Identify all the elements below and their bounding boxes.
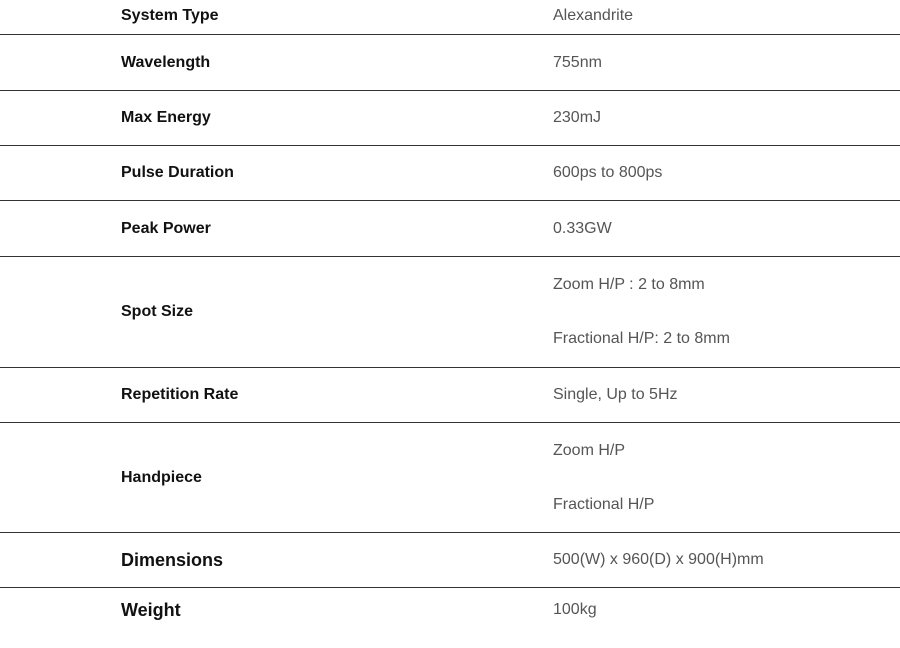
spec-value-line: Zoom H/P [553, 441, 626, 459]
spec-label: System Type [121, 6, 219, 24]
spec-value-line: Fractional H/P: 2 to 8mm [553, 330, 730, 347]
spec-value-line: Alexandrite [553, 6, 634, 24]
spec-value [432, 54, 900, 72]
spec-row-wavelength [0, 35, 900, 91]
spec-label: Repetition Rate [121, 386, 239, 403]
spec-label: Handpiece [121, 468, 202, 486]
spec-row-handpiece [0, 423, 900, 533]
spec-label: Max Energy [121, 109, 211, 126]
spec-label: Weight [121, 599, 181, 620]
spec-value-line: 500(W) x 960(D) x 900(H)mm [553, 551, 764, 568]
spec-row-dimensions [0, 533, 900, 588]
spec-row-weight [0, 588, 900, 632]
spec-value-line: 0.33GW [553, 219, 612, 237]
spec-row-max-energy [0, 91, 900, 146]
spec-value-line: 230mJ [553, 109, 602, 126]
spec-value-line: Single, Up to 5Hz [553, 386, 678, 403]
spec-value [432, 220, 900, 238]
spec-value-line: 600ps to 800ps [553, 164, 663, 181]
spec-row-peak-power [0, 201, 900, 257]
spec-value-line: 100kg [553, 601, 597, 618]
spec-value [432, 7, 900, 25]
spec-label: Peak Power [121, 219, 211, 237]
spec-label: Spot Size [121, 303, 194, 320]
spec-value-line: 755nm [553, 53, 602, 71]
spec-value [432, 386, 900, 404]
spec-row-spot-size [0, 257, 900, 368]
spec-label: Wavelength [121, 53, 211, 71]
spec-row-repetition-rate [0, 368, 900, 423]
spec-label: Pulse Duration [121, 164, 234, 181]
spec-value [432, 551, 900, 569]
spec-value [432, 276, 900, 348]
spec-value [432, 164, 900, 182]
spec-row-system-type [0, 0, 900, 35]
spec-label: Dimensions [121, 549, 224, 570]
spec-value-line: Zoom H/P : 2 to 8mm [553, 276, 705, 293]
spec-value [432, 109, 900, 127]
spec-value [432, 601, 900, 619]
spec-value-line: Fractional H/P [553, 495, 655, 513]
spec-value [432, 442, 900, 514]
spec-row-pulse-duration [0, 146, 900, 201]
